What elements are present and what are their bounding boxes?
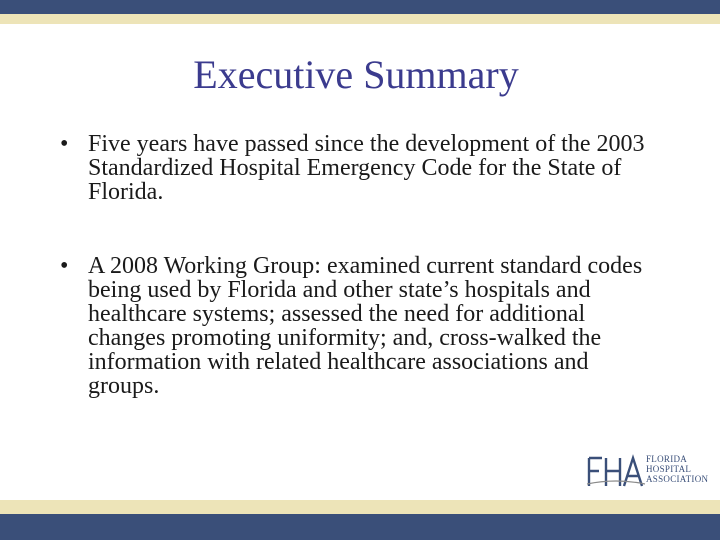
logo-line: ASSOCIATION (646, 474, 709, 484)
bullet-item (56, 254, 656, 398)
bullet-list (56, 132, 656, 398)
slide-title: Executive Summary (193, 52, 519, 97)
fha-logo-wordmark (646, 454, 708, 484)
bullet-dot-icon: • (60, 131, 69, 157)
top-blue-band (0, 0, 720, 14)
bottom-tan-band (0, 500, 720, 514)
bullet-item (56, 132, 656, 204)
bullet-dot-icon: • (60, 253, 69, 279)
bullet-text: Five years have passed since the development of the 2003 Standardized Hospital Emergency Code for the State of Florida. (88, 131, 645, 205)
fha-logo (586, 452, 709, 492)
bottom-blue-band (0, 514, 720, 540)
logo-line: HOSPITAL (646, 464, 692, 474)
fha-logo-mark-icon (586, 454, 646, 490)
bullet-text: A 2008 Working Group: examined current standard codes being used by Florida and other state’s hospitals and healthcare systems; assessed the need for additional changes promoting uniformity; and, cross-walked the information with related healthcare associations and groups. (88, 253, 643, 399)
top-tan-band (0, 14, 720, 24)
logo-line: FLORIDA (646, 454, 688, 464)
